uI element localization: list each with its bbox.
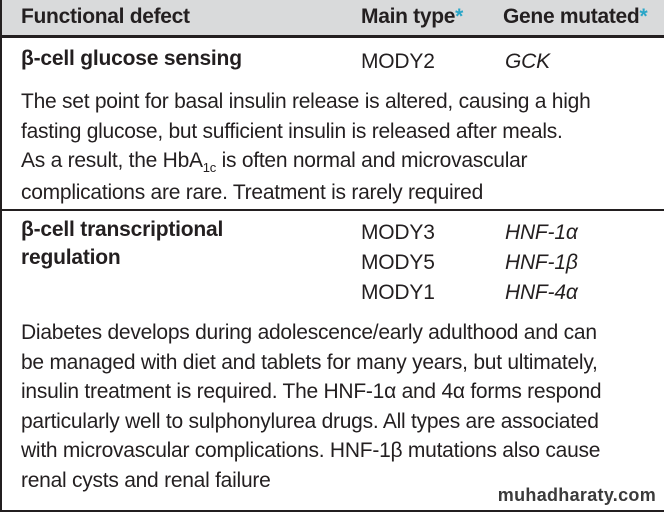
row-divider: [2, 209, 664, 211]
header-main-type: Main type*: [361, 5, 464, 28]
row1-gene: GCK: [505, 50, 550, 73]
row2-gene: HNF-4α: [505, 281, 578, 304]
desc-line: complications are rare. Treatment is rarely required: [21, 180, 484, 204]
row1-defect: β-cell glucose sensing: [21, 47, 242, 70]
row2-defect-line2: regulation: [21, 246, 121, 269]
row2-defect-line1: β-cell transcriptional: [21, 218, 224, 241]
desc-line: insulin treatment is required. The HNF-1α and 4α forms respond: [21, 380, 602, 403]
desc-line: The set point for basal insulin release is altered, causing a high: [21, 90, 591, 113]
asterisk-mark: *: [639, 5, 648, 28]
header-functional-defect: Functional defect: [21, 5, 190, 28]
row2-gene: HNF-1α: [505, 221, 578, 244]
desc-line: be managed with diet and tablets for many years, but ultimately,: [21, 350, 598, 374]
desc-line: with microvascular complications. HNF-1β mutations also cause: [21, 439, 601, 462]
header-gene-mutated: Gene mutated*: [503, 5, 648, 28]
desc-line: renal cysts and renal failure: [21, 468, 271, 492]
row2-type: MODY5: [361, 251, 435, 274]
asterisk-mark: *: [455, 5, 464, 28]
desc-line: particularly well to sulphonylurea drugs. All types are associated: [21, 409, 599, 433]
row1-description: [21, 87, 661, 207]
desc-line: fasting glucose, but sufficient insulin is released after meals.: [21, 119, 563, 143]
row2-type: MODY1: [361, 281, 435, 304]
row2-description: [21, 318, 661, 495]
site-watermark: muhadharaty.com: [497, 485, 656, 505]
desc-line: Diabetes develops during adolescence/early adulthood and can: [21, 321, 597, 344]
row2-gene: HNF-1β: [505, 251, 578, 274]
row2-type: MODY3: [361, 221, 435, 244]
table-header: [2, 0, 664, 38]
row1-type: MODY2: [361, 50, 435, 73]
desc-line: As a result, the HbA$_{1c}$ is often normal and microvascular: [21, 149, 528, 175]
